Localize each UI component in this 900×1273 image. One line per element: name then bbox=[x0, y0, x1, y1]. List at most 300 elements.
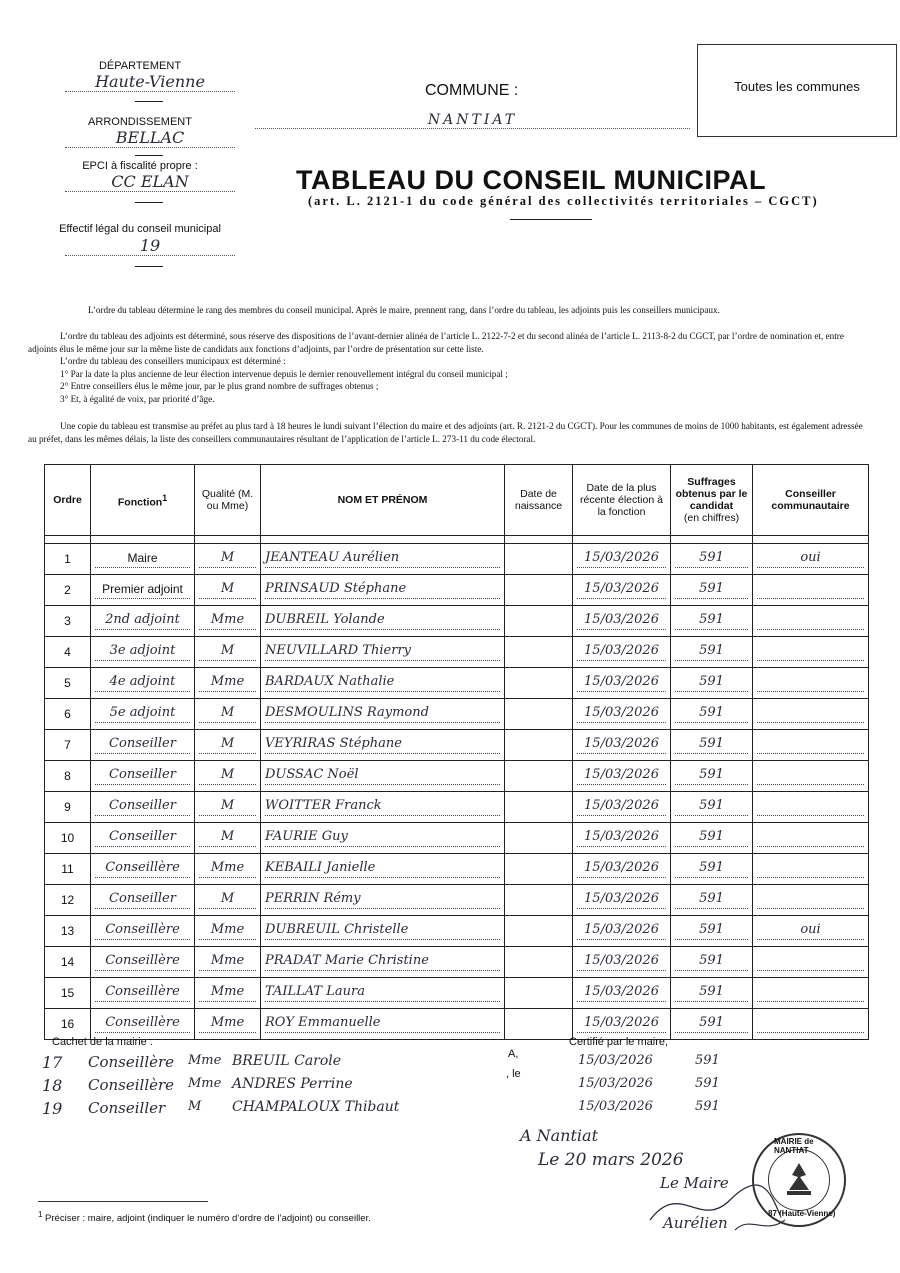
cell-qualite bbox=[195, 916, 261, 947]
cell-nom bbox=[261, 947, 505, 978]
cell-communautaire bbox=[753, 978, 869, 1009]
election-value: 15/03/2026 bbox=[577, 1015, 666, 1033]
cell-suffrages bbox=[671, 978, 753, 1009]
cell-ordre: 8 bbox=[45, 761, 91, 792]
cell-nom bbox=[261, 606, 505, 637]
table-row bbox=[45, 637, 869, 668]
table-row bbox=[45, 1009, 869, 1040]
suffrages-value: 591 bbox=[675, 891, 748, 909]
cell-election bbox=[573, 544, 671, 575]
election-value: 15/03/2026 bbox=[577, 891, 666, 909]
certifie-label: Certifié par le maire, bbox=[569, 1036, 669, 1048]
fonction-value: Conseillère bbox=[95, 984, 190, 1002]
departement-value: Haute-Vienne bbox=[65, 72, 235, 92]
cell-qualite bbox=[195, 761, 261, 792]
table-row bbox=[45, 792, 869, 823]
communautaire-value bbox=[757, 875, 864, 878]
cell-fonction bbox=[91, 699, 195, 730]
cachet-label: Cachet de la mairie : bbox=[52, 1036, 153, 1048]
cell-election bbox=[573, 668, 671, 699]
cell-election bbox=[573, 885, 671, 916]
qualite-value: M bbox=[199, 736, 256, 754]
cell-election bbox=[573, 761, 671, 792]
header-naissance: Date de naissance bbox=[505, 465, 573, 536]
paragraph: L’ordre du tableau des adjoints est déterminé, sous réserve des dispositions de l’avant-dernier alinéa de l’article L. 2122-7-2 et du second alinéa de l’article L. 2113-8-2 du CGCT, par l’ordre de nomination et, entre adjoints élus le même jour sur la même liste de candidats aux fonctions d’adjoints, par l’ordre de présentation sur cette liste. bbox=[28, 331, 844, 354]
extra-nom: ANDRES Perrine bbox=[232, 1076, 353, 1092]
cell-fonction bbox=[91, 668, 195, 699]
qualite-value: Mme bbox=[199, 612, 256, 630]
election-value: 15/03/2026 bbox=[577, 984, 666, 1002]
extra-nom: CHAMPALOUX Thibaut bbox=[232, 1099, 400, 1115]
page-title: TABLEAU DU CONSEIL MUNICIPAL bbox=[296, 165, 766, 195]
header-suffrages-text: Suffrages obtenus par le candidat bbox=[675, 476, 748, 512]
nom-value: WOITTER Franck bbox=[265, 798, 500, 816]
nom-value: FAURIE Guy bbox=[265, 829, 500, 847]
cell-naissance bbox=[505, 761, 573, 792]
cell-fonction bbox=[91, 854, 195, 885]
header-suffrages bbox=[671, 465, 753, 536]
cell-nom bbox=[261, 761, 505, 792]
extra-nom: BREUIL Carole bbox=[232, 1053, 342, 1069]
cell-ordre: 11 bbox=[45, 854, 91, 885]
nom-value: NEUVILLARD Thierry bbox=[265, 643, 500, 661]
cell-communautaire bbox=[753, 823, 869, 854]
qualite-value: M bbox=[199, 829, 256, 847]
suffrages-value: 591 bbox=[675, 643, 748, 661]
qualite-value: Mme bbox=[199, 674, 256, 692]
fonction-value: Conseillère bbox=[95, 922, 190, 940]
cell-communautaire bbox=[753, 885, 869, 916]
paragraph: L’ordre du tableau des conseillers municipaux est déterminé : bbox=[60, 356, 286, 367]
suffrages-value: 591 bbox=[675, 922, 748, 940]
table-row bbox=[45, 730, 869, 761]
cell-qualite bbox=[195, 637, 261, 668]
cell-fonction bbox=[91, 761, 195, 792]
extra-fonction: Conseillère bbox=[88, 1053, 175, 1071]
cell-communautaire bbox=[753, 761, 869, 792]
commune-value: NANTIAT bbox=[255, 112, 690, 129]
qualite-value: Mme bbox=[199, 860, 256, 878]
cell-qualite bbox=[195, 854, 261, 885]
nom-value: KEBAILI Janielle bbox=[265, 860, 500, 878]
cell-ordre: 4 bbox=[45, 637, 91, 668]
fonction-value: 3e adjoint bbox=[95, 643, 190, 661]
cell-election bbox=[573, 947, 671, 978]
communautaire-value bbox=[757, 658, 864, 661]
communautaire-value bbox=[757, 596, 864, 599]
cell-fonction bbox=[91, 916, 195, 947]
nom-value: TAILLAT Laura bbox=[265, 984, 500, 1002]
nom-value: DUBREUIL Christelle bbox=[265, 922, 500, 940]
cell-naissance bbox=[505, 544, 573, 575]
fonction-value: Conseiller bbox=[95, 736, 190, 754]
cell-nom bbox=[261, 854, 505, 885]
le-label: , le bbox=[506, 1068, 521, 1080]
header-qualite: Qualité (M. ou Mme) bbox=[195, 465, 261, 536]
communautaire-value bbox=[757, 689, 864, 692]
council-table bbox=[44, 464, 869, 1040]
paragraph: 3° Et, à égalité de voix, par priorité d’âge. bbox=[60, 393, 215, 404]
paragraph: Une copie du tableau est transmise au préfet au plus tard à 18 heures le lundi suivant l’élection du maire et des adjoints (art. R. 2121-2 du CGCT). Pour les communes de moins de 1000 habitants, est également adressée au préfet, dans les mêmes délais, la liste des conseillers communautaires résultant de l’application de l’article L. 273-11 du code électoral. bbox=[28, 421, 863, 444]
cell-suffrages bbox=[671, 761, 753, 792]
cell-suffrages bbox=[671, 606, 753, 637]
cell-naissance bbox=[505, 823, 573, 854]
cell-qualite bbox=[195, 792, 261, 823]
election-value: 15/03/2026 bbox=[577, 581, 666, 599]
suffrages-value: 591 bbox=[675, 798, 748, 816]
cell-naissance bbox=[505, 1009, 573, 1040]
town-seal bbox=[752, 1133, 846, 1227]
cell-election bbox=[573, 792, 671, 823]
cell-ordre: 6 bbox=[45, 699, 91, 730]
election-value: 15/03/2026 bbox=[577, 767, 666, 785]
qualite-value: M bbox=[199, 705, 256, 723]
extra-qualite: Mme bbox=[188, 1076, 222, 1091]
cell-suffrages bbox=[671, 730, 753, 761]
cell-communautaire bbox=[753, 916, 869, 947]
signature-date: Le 20 mars 2026 bbox=[538, 1150, 684, 1170]
nom-value: VEYRIRAS Stéphane bbox=[265, 736, 500, 754]
spacer-row bbox=[45, 536, 869, 544]
footnote-ref: 1 bbox=[162, 492, 168, 503]
qualite-value: Mme bbox=[199, 953, 256, 971]
cell-fonction bbox=[91, 606, 195, 637]
qualite-value: Mme bbox=[199, 1015, 256, 1033]
extra-qualite: M bbox=[188, 1099, 202, 1114]
table-row bbox=[45, 854, 869, 885]
cell-fonction bbox=[91, 575, 195, 606]
fonction-value: Conseillère bbox=[95, 1015, 190, 1033]
cell-suffrages bbox=[671, 544, 753, 575]
fonction-value: Conseiller bbox=[95, 829, 190, 847]
cell-suffrages bbox=[671, 916, 753, 947]
fonction-value: 2nd adjoint bbox=[95, 612, 190, 630]
cell-nom bbox=[261, 544, 505, 575]
election-value: 15/03/2026 bbox=[577, 705, 666, 723]
qualite-value: Mme bbox=[199, 922, 256, 940]
cell-fonction bbox=[91, 730, 195, 761]
cell-naissance bbox=[505, 978, 573, 1009]
cell-fonction bbox=[91, 885, 195, 916]
header-suffrages-note: (en chiffres) bbox=[683, 512, 740, 524]
cell-communautaire bbox=[753, 668, 869, 699]
header-nom: NOM ET PRÉNOM bbox=[261, 465, 505, 536]
cell-qualite bbox=[195, 1009, 261, 1040]
extra-ordre: 17 bbox=[42, 1053, 63, 1072]
header-communautaire: Conseiller communautaire bbox=[753, 465, 869, 536]
cell-naissance bbox=[505, 637, 573, 668]
extra-fonction: Conseillère bbox=[88, 1076, 175, 1094]
departement-label: DÉPARTEMENT bbox=[98, 60, 182, 72]
table-body bbox=[45, 544, 869, 1040]
table-row bbox=[45, 978, 869, 1009]
qualite-value: M bbox=[199, 643, 256, 661]
cell-election bbox=[573, 637, 671, 668]
cell-naissance bbox=[505, 885, 573, 916]
suffrages-value: 591 bbox=[675, 984, 748, 1002]
cell-nom bbox=[261, 792, 505, 823]
cell-nom bbox=[261, 823, 505, 854]
cell-election bbox=[573, 978, 671, 1009]
extra-election: 15/03/2026 bbox=[578, 1053, 653, 1068]
arrondissement-value: BELLAC bbox=[65, 128, 235, 148]
suffrages-value: 591 bbox=[675, 1015, 748, 1033]
cell-ordre: 3 bbox=[45, 606, 91, 637]
qualite-value: M bbox=[199, 550, 256, 568]
cell-qualite bbox=[195, 978, 261, 1009]
cell-qualite bbox=[195, 730, 261, 761]
cell-naissance bbox=[505, 916, 573, 947]
fonction-value: Conseiller bbox=[95, 798, 190, 816]
suffrages-value: 591 bbox=[675, 674, 748, 692]
divider bbox=[135, 155, 163, 156]
communautaire-value bbox=[757, 751, 864, 754]
election-value: 15/03/2026 bbox=[577, 953, 666, 971]
divider bbox=[135, 202, 163, 203]
cell-election bbox=[573, 1009, 671, 1040]
table-row bbox=[45, 544, 869, 575]
cell-communautaire bbox=[753, 575, 869, 606]
cell-suffrages bbox=[671, 668, 753, 699]
cell-suffrages bbox=[671, 575, 753, 606]
cell-qualite bbox=[195, 885, 261, 916]
cell-naissance bbox=[505, 606, 573, 637]
table-row bbox=[45, 575, 869, 606]
nom-value: PERRIN Rémy bbox=[265, 891, 500, 909]
nom-value: BARDAUX Nathalie bbox=[265, 674, 500, 692]
cell-communautaire bbox=[753, 1009, 869, 1040]
seal-text-top: MAIRIE de NANTIAT bbox=[774, 1137, 814, 1155]
cell-nom bbox=[261, 575, 505, 606]
suffrages-value: 591 bbox=[675, 550, 748, 568]
qualite-value: M bbox=[199, 767, 256, 785]
cell-ordre: 2 bbox=[45, 575, 91, 606]
suffrages-value: 591 bbox=[675, 612, 748, 630]
cell-naissance bbox=[505, 575, 573, 606]
communautaire-value bbox=[757, 782, 864, 785]
cell-election bbox=[573, 916, 671, 947]
table-row bbox=[45, 668, 869, 699]
cell-ordre: 16 bbox=[45, 1009, 91, 1040]
cell-suffrages bbox=[671, 637, 753, 668]
communautaire-value bbox=[757, 1030, 864, 1033]
election-value: 15/03/2026 bbox=[577, 922, 666, 940]
cell-communautaire bbox=[753, 606, 869, 637]
footnote-number: 1 bbox=[38, 1210, 43, 1219]
footnote bbox=[38, 1210, 371, 1224]
cell-nom bbox=[261, 668, 505, 699]
extra-ordre: 19 bbox=[42, 1099, 63, 1118]
table-row bbox=[45, 823, 869, 854]
cell-election bbox=[573, 699, 671, 730]
nom-value: DUSSAC Noël bbox=[265, 767, 500, 785]
cell-nom bbox=[261, 916, 505, 947]
signature-name: Aurélien bbox=[663, 1214, 728, 1232]
extra-qualite: Mme bbox=[188, 1053, 222, 1068]
cell-qualite bbox=[195, 699, 261, 730]
epci-value: CC ELAN bbox=[65, 172, 235, 192]
header-election: Date de la plus récente élection à la fonction bbox=[573, 465, 671, 536]
election-value: 15/03/2026 bbox=[577, 736, 666, 754]
suffrages-value: 591 bbox=[675, 767, 748, 785]
title-divider bbox=[510, 219, 592, 220]
cell-nom bbox=[261, 699, 505, 730]
cell-nom bbox=[261, 1009, 505, 1040]
election-value: 15/03/2026 bbox=[577, 860, 666, 878]
qualite-value: Mme bbox=[199, 984, 256, 1002]
cell-communautaire bbox=[753, 637, 869, 668]
suffrages-value: 591 bbox=[675, 705, 748, 723]
cell-ordre: 13 bbox=[45, 916, 91, 947]
election-value: 15/03/2026 bbox=[577, 829, 666, 847]
suffrages-value: 591 bbox=[675, 829, 748, 847]
extra-election: 15/03/2026 bbox=[578, 1099, 653, 1114]
communautaire-value bbox=[757, 906, 864, 909]
nom-value: DESMOULINS Raymond bbox=[265, 705, 500, 723]
suffrages-value: 591 bbox=[675, 953, 748, 971]
fonction-value: Conseiller bbox=[95, 767, 190, 785]
fonction-value: 4e adjoint bbox=[95, 674, 190, 692]
communautaire-value bbox=[757, 999, 864, 1002]
cell-ordre: 14 bbox=[45, 947, 91, 978]
nom-value: PRINSAUD Stéphane bbox=[265, 581, 500, 599]
cell-fonction bbox=[91, 637, 195, 668]
effectif-label: Effectif légal du conseil municipal bbox=[59, 223, 221, 235]
table-header-row bbox=[45, 465, 869, 536]
arrondissement-label: ARRONDISSEMENT bbox=[88, 116, 192, 128]
extra-suffrages: 591 bbox=[695, 1076, 720, 1091]
cell-nom bbox=[261, 730, 505, 761]
extra-fonction: Conseiller bbox=[88, 1099, 166, 1117]
cell-communautaire bbox=[753, 947, 869, 978]
intro-text bbox=[28, 304, 872, 317]
cell-suffrages bbox=[671, 792, 753, 823]
cell-ordre: 7 bbox=[45, 730, 91, 761]
cell-naissance bbox=[505, 947, 573, 978]
cell-qualite bbox=[195, 947, 261, 978]
cell-ordre: 10 bbox=[45, 823, 91, 854]
footnote-rule bbox=[38, 1201, 208, 1202]
communautaire-value bbox=[757, 627, 864, 630]
election-value: 15/03/2026 bbox=[577, 612, 666, 630]
cell-fonction bbox=[91, 544, 195, 575]
cell-fonction bbox=[91, 823, 195, 854]
cell-election bbox=[573, 606, 671, 637]
effectif-value: 19 bbox=[65, 236, 235, 256]
divider bbox=[135, 101, 163, 102]
fonction-value: Conseillère bbox=[95, 860, 190, 878]
cell-ordre: 9 bbox=[45, 792, 91, 823]
election-value: 15/03/2026 bbox=[577, 674, 666, 692]
cell-naissance bbox=[505, 730, 573, 761]
extra-suffrages: 591 bbox=[695, 1099, 720, 1114]
cell-suffrages bbox=[671, 947, 753, 978]
cell-fonction bbox=[91, 792, 195, 823]
table-row bbox=[45, 699, 869, 730]
cell-ordre: 5 bbox=[45, 668, 91, 699]
commune-label: COMMUNE : bbox=[425, 82, 519, 99]
cell-election bbox=[573, 730, 671, 761]
fonction-value: Conseiller bbox=[95, 891, 190, 909]
cell-naissance bbox=[505, 668, 573, 699]
a-label: A, bbox=[508, 1048, 519, 1060]
extra-election: 15/03/2026 bbox=[578, 1076, 653, 1091]
cell-election bbox=[573, 823, 671, 854]
table-row bbox=[45, 606, 869, 637]
cell-qualite bbox=[195, 606, 261, 637]
cell-communautaire bbox=[753, 544, 869, 575]
cell-naissance bbox=[505, 792, 573, 823]
signature-place: A Nantiat bbox=[520, 1126, 598, 1145]
fonction-value: Premier adjoint bbox=[95, 582, 190, 599]
cell-nom bbox=[261, 885, 505, 916]
nom-value: ROY Emmanuelle bbox=[265, 1015, 500, 1033]
adjoints-rules bbox=[28, 330, 872, 406]
footnote-text: Préciser : maire, adjoint (indiquer le numéro d’ordre de l’adjoint) ou conseiller. bbox=[45, 1213, 371, 1225]
divider bbox=[135, 266, 163, 267]
fonction-value: Conseillère bbox=[95, 953, 190, 971]
qualite-value: M bbox=[199, 891, 256, 909]
cell-communautaire bbox=[753, 730, 869, 761]
communautaire-value: oui bbox=[757, 550, 864, 568]
transmission-text bbox=[28, 420, 872, 445]
table-row bbox=[45, 761, 869, 792]
paragraph: 2° Entre conseillers élus le même jour, par le plus grand nombre de suffrages obtenus ; bbox=[60, 381, 379, 392]
nom-value: PRADAT Marie Christine bbox=[265, 953, 500, 971]
cell-fonction bbox=[91, 978, 195, 1009]
cell-communautaire bbox=[753, 854, 869, 885]
seal-text-bottom: 87 (Haute-Vienne) bbox=[768, 1209, 836, 1218]
qualite-value: M bbox=[199, 798, 256, 816]
nom-value: DUBREIL Yolande bbox=[265, 612, 500, 630]
cell-suffrages bbox=[671, 823, 753, 854]
cell-naissance bbox=[505, 699, 573, 730]
suffrages-value: 591 bbox=[675, 736, 748, 754]
paragraph: L’ordre du tableau détermine le rang des membres du conseil municipal. Après le maire, prennent rang, dans l’ordre du tableau, les adjoints puis les conseillers municipaux. bbox=[88, 305, 720, 315]
fonction-value: 5e adjoint bbox=[95, 705, 190, 723]
header-fonction-text: Fonction bbox=[117, 496, 163, 509]
cell-ordre: 1 bbox=[45, 544, 91, 575]
cell-communautaire bbox=[753, 792, 869, 823]
paragraph: 1° Par la date la plus ancienne de leur élection intervenue depuis le dernier renouvellement intégral du conseil municipal ; bbox=[60, 368, 508, 379]
cell-ordre: 12 bbox=[45, 885, 91, 916]
fonction-value: Maire bbox=[95, 551, 190, 568]
header-fonction bbox=[91, 465, 195, 536]
cell-election bbox=[573, 575, 671, 606]
extra-ordre: 18 bbox=[42, 1076, 63, 1095]
suffrages-value: 591 bbox=[675, 860, 748, 878]
communautaire-value bbox=[757, 844, 864, 847]
communautaire-value: oui bbox=[757, 922, 864, 940]
cell-fonction bbox=[91, 1009, 195, 1040]
communautaire-value bbox=[757, 720, 864, 723]
qualite-value: M bbox=[199, 581, 256, 599]
communautaire-value bbox=[757, 968, 864, 971]
epci-label: EPCI à fiscalité propre : bbox=[82, 160, 198, 172]
all-communes-box: Toutes les communes bbox=[697, 44, 897, 137]
cell-suffrages bbox=[671, 1009, 753, 1040]
cell-nom bbox=[261, 978, 505, 1009]
cell-suffrages bbox=[671, 699, 753, 730]
table-row bbox=[45, 947, 869, 978]
cell-suffrages bbox=[671, 854, 753, 885]
cell-qualite bbox=[195, 544, 261, 575]
cell-ordre: 15 bbox=[45, 978, 91, 1009]
suffrages-value: 591 bbox=[675, 581, 748, 599]
cell-election bbox=[573, 854, 671, 885]
table-row bbox=[45, 916, 869, 947]
cell-nom bbox=[261, 637, 505, 668]
